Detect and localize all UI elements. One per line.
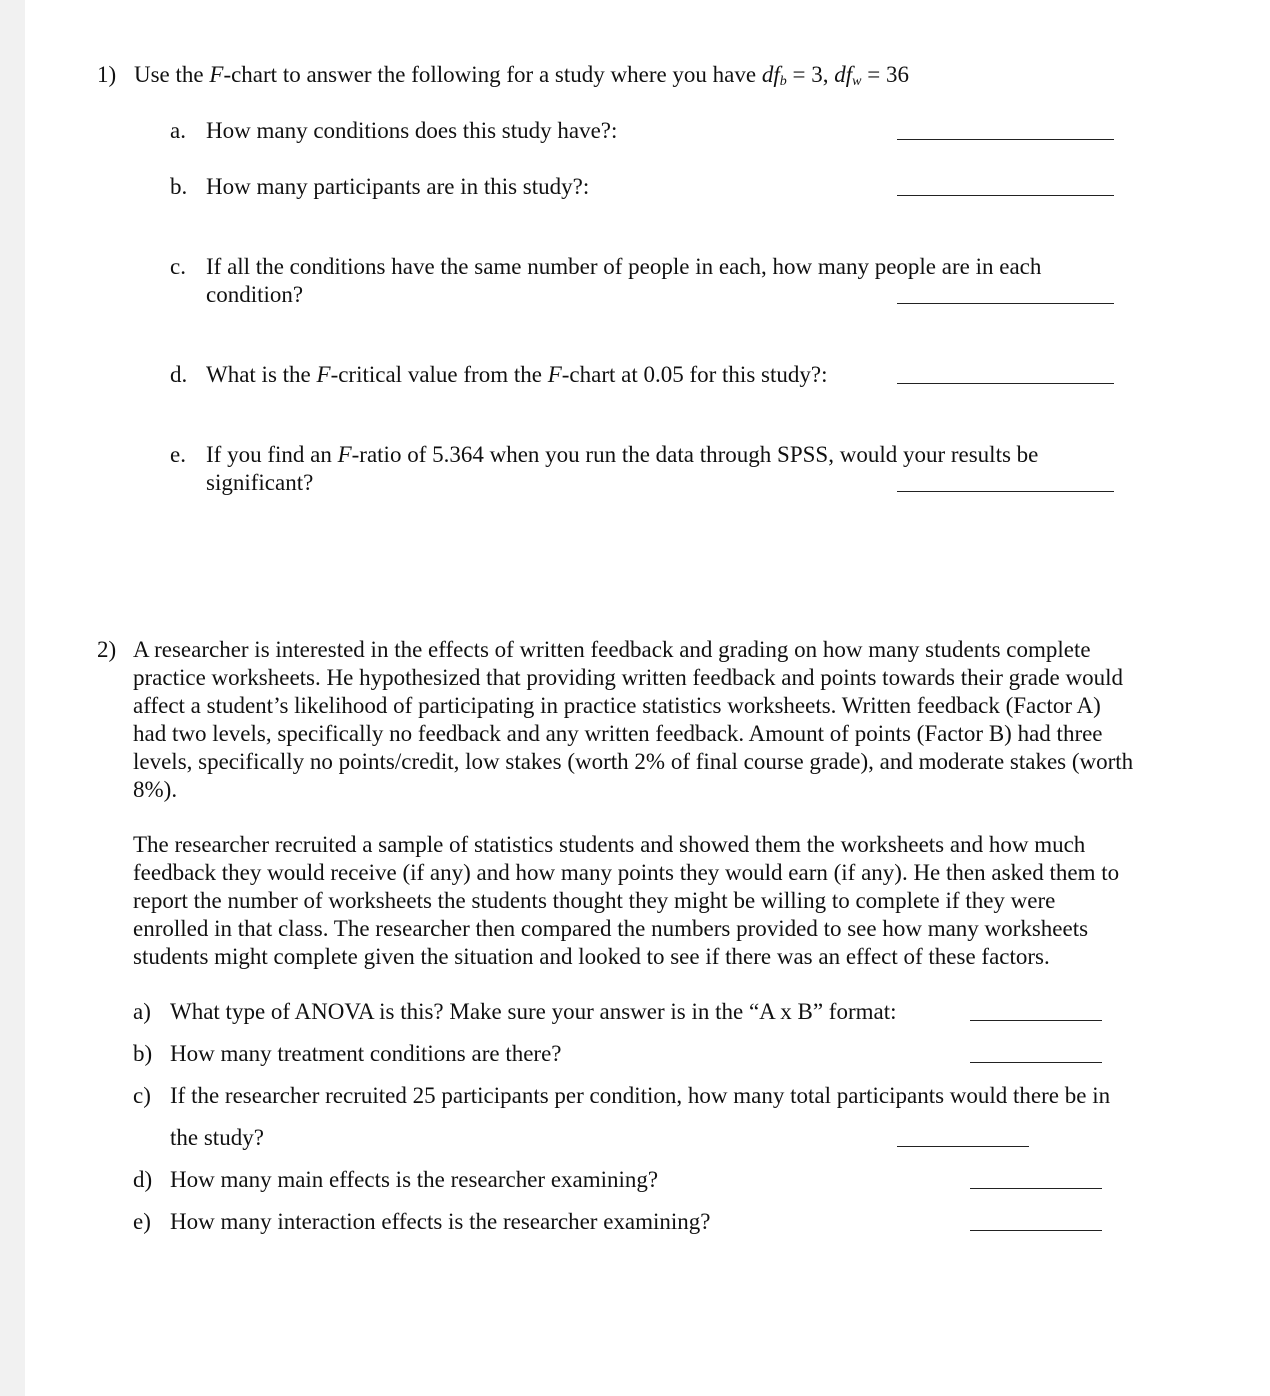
q2-p2-line: enrolled in that class. The researcher then compared the numbers provided to see how many worksheets [133,916,1089,941]
q2-p1-line: affect a student’s likelihood of participating in practice statistics worksheets. Written feedback (Factor A) [133,693,1101,718]
q2e-answer-blank[interactable] [970,1230,1102,1231]
q1b-letter: b. [170,174,188,199]
q1b-answer-blank[interactable] [897,195,1114,196]
q1e-answer-blank[interactable] [897,491,1114,492]
q1c-answer-blank[interactable] [897,303,1114,304]
document-page [25,0,1270,1396]
q1c-letter: c. [170,254,186,279]
q2c-question-line1: If the researcher recruited 25 participants per condition, how many total participants would there be in [170,1083,1111,1108]
q2-number: 2) [97,637,117,662]
q2-p1-line: had two levels, specifically no feedback and any written feedback. Amount of points (Factor B) had three [133,721,1103,746]
q2-p1-line: 8%). [133,777,178,802]
q2-p2-line: report the number of worksheets the students thought they might be willing to complete if they were [133,888,1056,913]
q1e-letter: e. [170,442,186,467]
q2e-letter: e) [133,1209,151,1234]
q2a-letter: a) [133,999,151,1024]
q2a-answer-blank[interactable] [970,1020,1102,1021]
q2-p2-line: students might complete given the situation and looked to see if there was an effect of these factors. [133,944,1050,969]
q2b-answer-blank[interactable] [970,1062,1102,1063]
q2c-question-line2: the study? [170,1125,264,1150]
q2e-question: How many interaction effects is the researcher examining? [170,1209,711,1234]
q2-p1-line: practice worksheets. He hypothesized that providing written feedback and points towards their grade would [133,665,1123,690]
q2b-letter: b) [133,1041,153,1066]
q2-p1-line: A researcher is interested in the effects of written feedback and grading on how many students complete [133,637,1091,662]
q1a-letter: a. [170,118,186,143]
q1d-question: What is the F-critical value from the F-chart at 0.05 for this study?: [206,362,828,387]
q2c-answer-blank[interactable] [897,1146,1029,1147]
q2d-question: How many main effects is the researcher examining? [170,1167,659,1192]
q2a-question: What type of ANOVA is this? Make sure your answer is in the “A x B” format: [170,999,897,1024]
q1a-question: How many conditions does this study have?: [206,118,618,143]
q1e-question-line2: significant? [206,470,314,495]
q1c-question-line2: condition? [206,282,304,307]
q2-p1-line: levels, specifically no points/credit, low stakes (worth 2% of final course grade), and moderate stakes (worth [133,749,1134,774]
q1-stem: Use the F-chart to answer the following for a study where you have $df_b = 3$, $df_w = 36$ [134,62,909,89]
q1d-answer-blank[interactable] [897,383,1114,384]
q2-p2-line: The researcher recruited a sample of statistics students and showed them the worksheets and how much [133,832,1086,857]
q1b-question: How many participants are in this study?: [206,174,590,199]
q2d-letter: d) [133,1167,153,1192]
q2-p2-line: feedback they would receive (if any) and how many points they would earn (if any). He then asked them to [133,860,1120,885]
q1-number: 1) [97,62,117,87]
q1c-question-line1: If all the conditions have the same number of people in each, how many people are in each [206,254,1042,279]
q1d-letter: d. [170,362,188,387]
q2d-answer-blank[interactable] [970,1188,1102,1189]
q1e-question-line1: If you find an F-ratio of 5.364 when you run the data through SPSS, would your results be [206,442,1039,467]
q2b-question: How many treatment conditions are there? [170,1041,562,1066]
q2c-letter: c) [133,1083,151,1108]
q1a-answer-blank[interactable] [897,139,1114,140]
